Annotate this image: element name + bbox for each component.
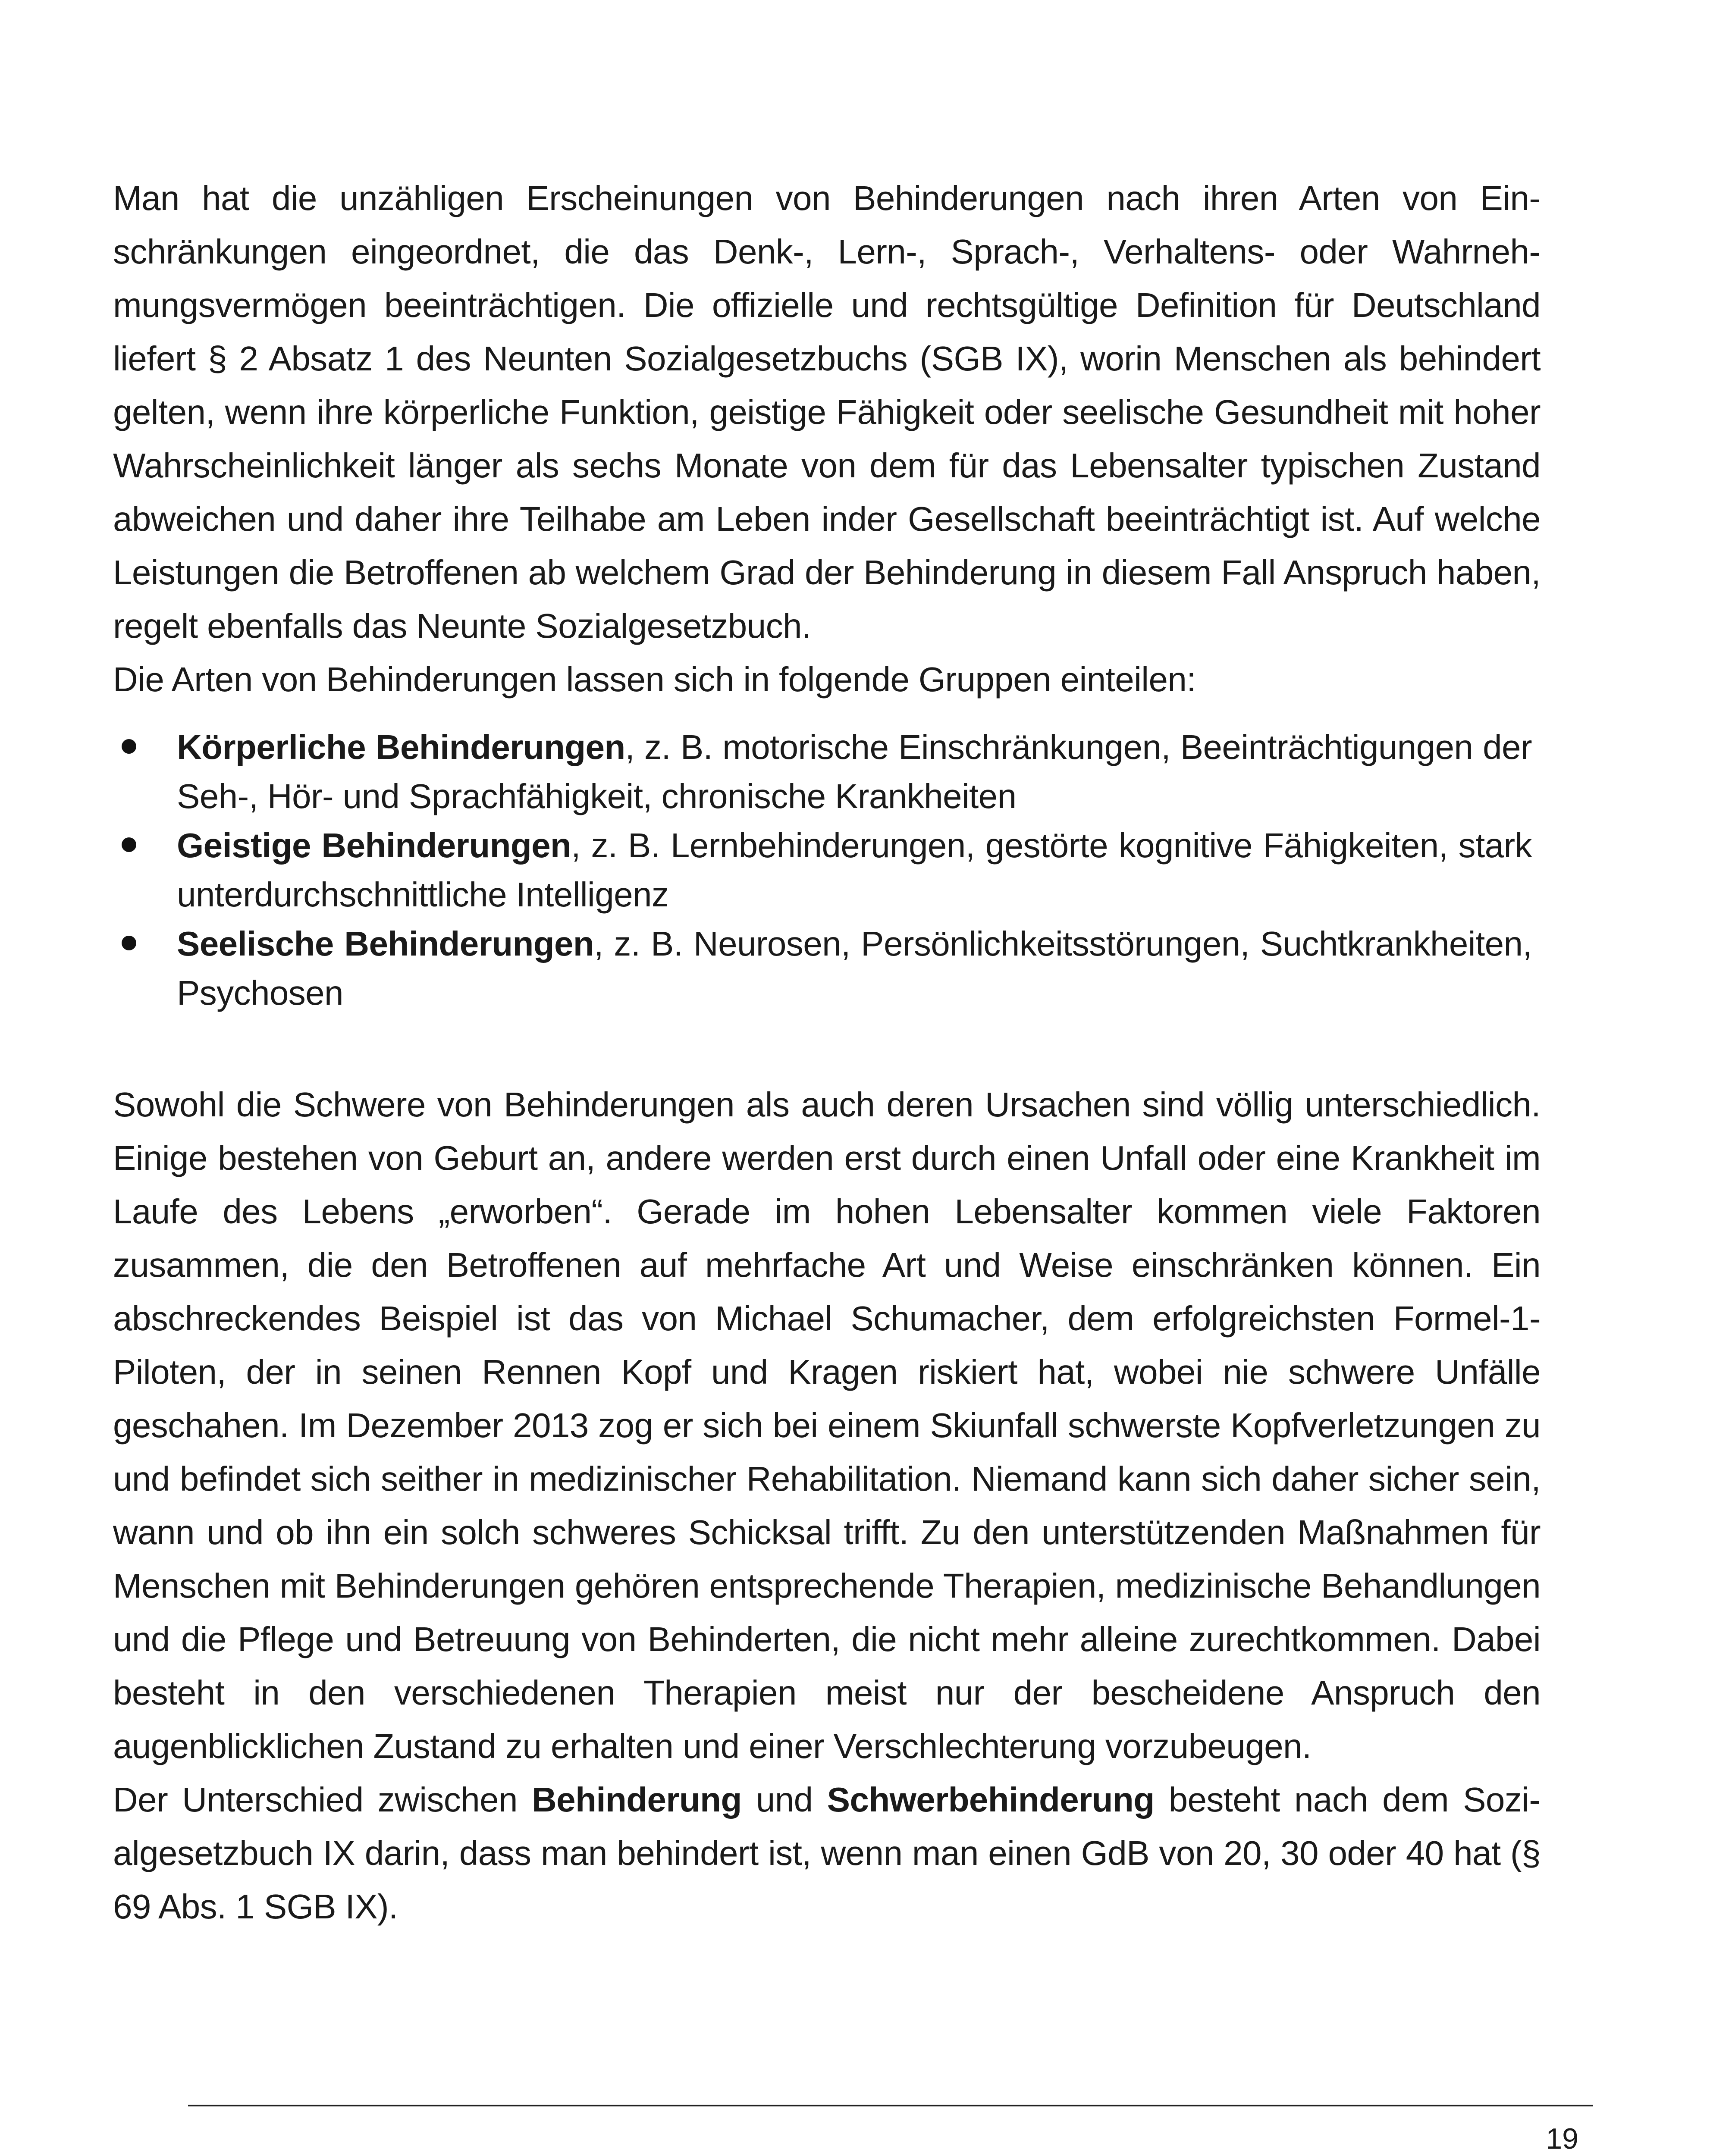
paragraph-groups-intro: Die Arten von Behinderungen lassen sich in folgende Gruppen einteilen: bbox=[113, 660, 1196, 699]
page-number: 19 bbox=[1546, 2122, 1578, 2155]
list-item-text: , z. B. Neurosen, Persönlichkeitsstörungen, Suchtkrankheiten, Psychosen bbox=[177, 924, 1532, 1012]
bullet-icon bbox=[122, 936, 136, 950]
disability-types-list bbox=[113, 723, 1541, 1018]
list-item-term: Geistige Behinderungen bbox=[177, 826, 571, 865]
list-item-term: Körperliche Behinderungen bbox=[177, 728, 625, 766]
list-item bbox=[113, 723, 1541, 821]
bold-term-schwerbehinderung: Schwerbehinderung bbox=[827, 1780, 1155, 1819]
list-item-term: Seelische Behinderungen bbox=[177, 924, 594, 963]
list-item bbox=[113, 919, 1541, 1018]
bullet-icon bbox=[122, 739, 136, 754]
paragraph-definition: Man hat die unzähligen Erscheinungen von Behinderungen nach ihren Arten von Einschränkungen eingeordnet, die das Denk-, Lern-, Sprach-, Verhaltens- oder Wahrnehmungsvermögen beeinträchtigen. Die offizielle und rechtsgültige Definition für Deutschland liefert § 2 Absatz 1 des Neunten Sozialgesetzbuchs (SGB IX), worin Menschen als behindert gelten, wenn ihre körperliche Funktion, geistige Fähigkeit oder seelische Gesundheit mit hoher Wahrscheinlichkeit länger als sechs Monate von dem für das Lebensalter typischen Zustand abweichen und daher ihre Teilhabe am Leben inder Gesellschaft beeinträchtigt ist. Auf welche Leistungen die Betroffenen ab welchem Grad der Behinderung in diesem Fall Anspruch haben, regelt ebenfalls das Neunte Sozialgesetzbuch. bbox=[113, 179, 1541, 645]
list-item-text: , z. B. motorische Einschränkungen, Beeinträchtigungen der Seh-, Hör- und Sprachfähigkeit, chronische Krankheiten bbox=[177, 728, 1532, 815]
bullet-icon bbox=[122, 837, 136, 852]
list-item bbox=[113, 821, 1541, 919]
paragraph-severity-distinction bbox=[113, 1773, 1541, 1934]
footer-divider bbox=[188, 2105, 1593, 2106]
page-body bbox=[113, 172, 1541, 1934]
list-item-text: , z. B. Lernbehinderungen, gestörte kognitive Fähigkeiten, stark unterdurchschnittliche Intelligenz bbox=[177, 826, 1532, 914]
bold-term-behinderung: Behinderung bbox=[532, 1780, 742, 1819]
paragraph-causes: Sowohl die Schwere von Behinderungen als auch deren Ursachen sind völlig unterschiedlich. Einige bestehen von Geburt an, andere werden erst durch einen Unfall oder eine Krankheit im Laufe des Lebens „erworben“. Gerade im hohen Lebensalter kommen viele Faktoren zusammen, die den Betroffenen auf mehrfache Art und Weise einschränken können. Ein abschreckendes Beispiel ist das von Michael Schumacher, dem erfolgreichsten Formel-1-Piloten, der in seinen Rennen Kopf und Kragen riskiert hat, wobei nie schwere Unfälle geschahen. Im Dezember 2013 zog er sich bei einem Skiunfall schwerste Kopfverletzungen zu und befindet sich seither in medizinischer Rehabilitation. Niemand kann sich daher sicher sein, wann und ob ihn ein solch schweres Schicksal trifft. Zu den unterstützenden Maßnahmen für Menschen mit Behinderungen gehören entsprechende Therapien, medizinische Behandlungen und die Pflege und Betreuung von Behinderten, die nicht mehr alleine zurechtkommen. Dabei besteht in den verschiedenen Therapien meist nur der bescheidene Anspruch den augenblicklichen Zustand zu erhalten und einer Verschlechterung vorzubeugen. bbox=[113, 1085, 1541, 1765]
paragraph-text: und bbox=[741, 1780, 827, 1819]
paragraph-text: besteht nach dem Sozialgesetzbuch IX darin, dass man behindert ist, wenn man einen GdB von 20, 30 oder 40 hat (§ 69 Abs. 1 SGB IX). bbox=[113, 1780, 1541, 1926]
paragraph-spacer bbox=[113, 1018, 1541, 1078]
paragraph-text: Der Unterschied zwischen bbox=[113, 1780, 532, 1819]
